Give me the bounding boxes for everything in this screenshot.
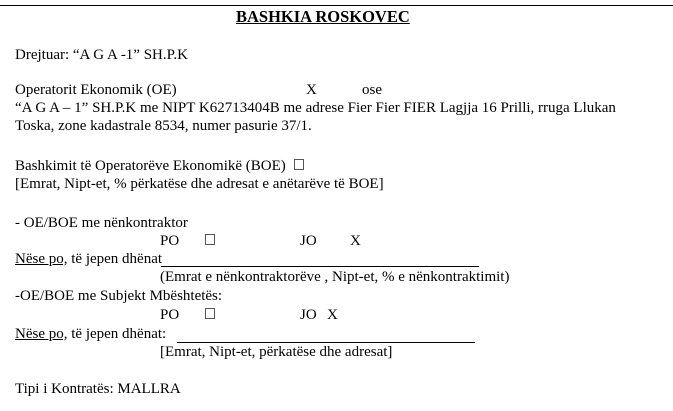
operator-details-line-2: Toska, zone kadastrale 8534, numer pasurie 37/1. bbox=[15, 118, 312, 134]
subcontractor-po-checkbox-wrap bbox=[205, 233, 215, 250]
operator-details-line-1: “A G A – 1” SH.P.K me NIPT K62713404B me adrese Fier Fier FIER Lagjja 16 Prilli, rruga Llukan bbox=[15, 100, 616, 116]
subcontractor-jo-label: JO bbox=[300, 233, 317, 249]
operator-label: Operatorit Ekonomik (OE) bbox=[15, 82, 177, 98]
supporting-note: [Emrat, Nipt-et, përkatëse dhe adresat] bbox=[160, 344, 393, 360]
supporting-po-checkbox-wrap bbox=[205, 307, 215, 324]
top-border-line bbox=[0, 5, 673, 6]
subcontractor-po-label: PO bbox=[160, 233, 180, 249]
boe-note: [Emrat, Nipt-et, % përkatëse dhe adresat e anëtarëve të BOE] bbox=[15, 176, 384, 192]
contract-type: Tipi i Kontratës: MALLRA bbox=[15, 381, 181, 397]
subcontractor-po-checkbox[interactable] bbox=[205, 234, 215, 245]
operator-or-text: ose bbox=[362, 82, 382, 98]
subcontractor-fill-line[interactable] bbox=[161, 266, 479, 267]
subcontractor-if-yes: Nëse po, të jepen dhënat bbox=[15, 251, 163, 267]
supporting-po-checkbox[interactable] bbox=[205, 308, 215, 319]
subcontractor-note: (Emrat e nënkontraktorëve , Nipt-et, % e nënkontraktimit) bbox=[160, 269, 510, 285]
page-title: BASHKIA ROSKOVEC bbox=[236, 7, 410, 26]
boe-checkbox[interactable] bbox=[294, 159, 304, 170]
supporting-if-yes: Nëse po, të jepen dhënat: bbox=[15, 326, 167, 342]
subcontractor-label: - OE/BOE me nënkontraktor bbox=[15, 215, 188, 231]
operator-selected-mark: X bbox=[306, 82, 317, 98]
supporting-fill-line[interactable] bbox=[177, 342, 475, 343]
subcontractor-jo-mark: X bbox=[350, 233, 361, 249]
supporting-jo-mark: X bbox=[327, 307, 338, 323]
boe-label: Bashkimit të Operatorëve Ekonomikë (BOE) bbox=[15, 158, 304, 175]
supporting-label: -OE/BOE me Subjekt Mbështetës: bbox=[15, 288, 223, 304]
supporting-jo-label: JO bbox=[300, 307, 317, 323]
supporting-po-label: PO bbox=[160, 307, 180, 323]
addressee-line: Drejtuar: “A G A -1” SH.P.K bbox=[15, 47, 188, 63]
